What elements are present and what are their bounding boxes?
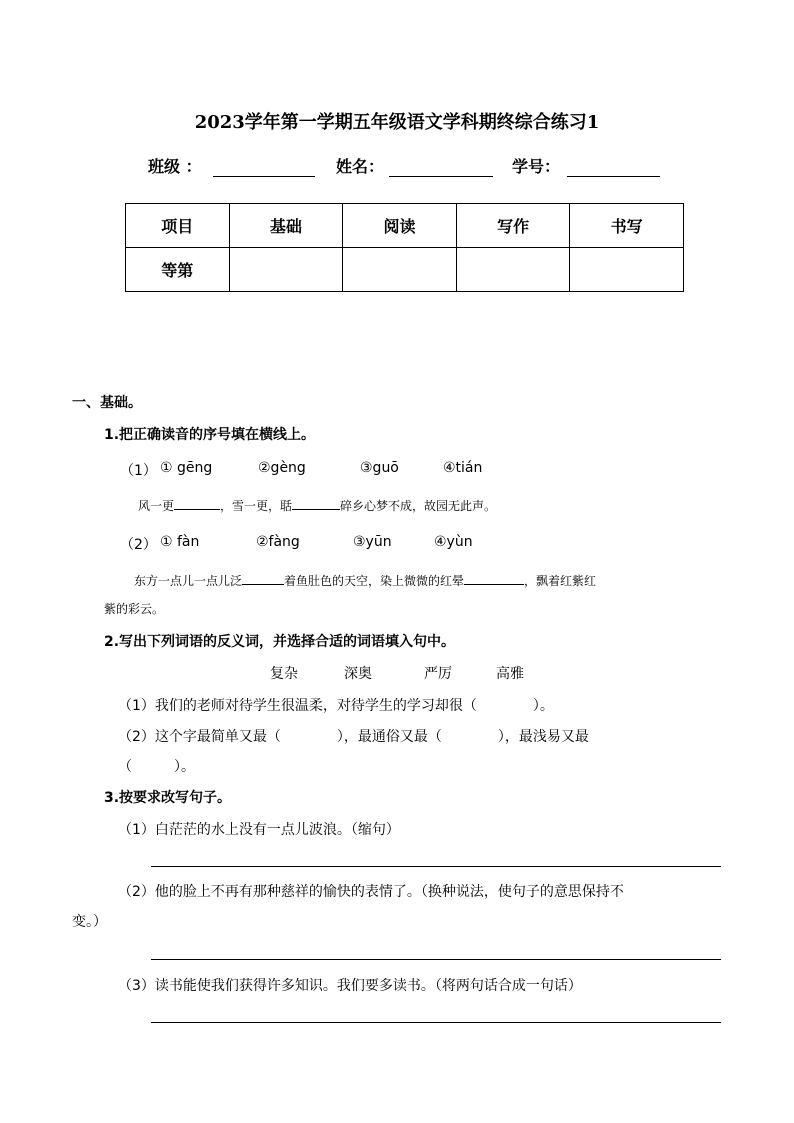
fill-blank[interactable] [464,572,524,585]
q1-part2-option: ③yūn [353,534,392,550]
page-title: 2023学年第一学期五年级语文学科期终综合练习1 [194,112,600,133]
q1-part1-sentence [138,497,496,514]
sentence-text: 着鱼肚色的天空，染上微微的红晕 [284,574,465,588]
student-id-label: 学号： [512,157,561,176]
q1-part2-sentence [134,572,596,589]
q1-part1-option: ③guō [360,460,399,476]
header-cell-item: 项目 [126,204,230,248]
word-option: 高雅 [496,666,524,682]
q1-heading: 1.把正确读音的序号填在横线上。 [104,427,316,443]
q1-part2-number: （2） [120,537,157,553]
q1-part2-option: ④yùn [434,534,473,550]
sentence-text: 碎乡心梦不成，故园无此声。 [340,499,497,513]
header-cell-writing: 写作 [456,204,570,248]
q2-sentence-2-continued: （ ）。 [118,759,195,775]
q3-sentence-2-continued: 变。） [72,914,107,930]
header-cell-handwriting: 书写 [570,204,684,248]
class-blank[interactable] [213,176,315,177]
grade-cell-reading[interactable] [343,248,457,292]
fill-blank[interactable] [174,497,220,510]
q2-sentence-1: （1）我们的老师对待学生很温柔，对待学生的学习却很（ ）。 [118,698,554,714]
q1-part2-sentence-continued: 紫的彩云。 [104,602,165,616]
q2-sentence-2: （2）这个字最简单又最（ ），最通俗又最（ ），最浅易又最 [118,729,589,745]
sentence-text: 东方一点儿一点儿泛 [134,574,243,588]
name-blank[interactable] [389,176,493,177]
section-heading-basics: 一、基础。 [72,395,142,411]
q3-sentence-1: （1）白茫茫的水上没有一点儿波浪。（缩句） [118,822,400,838]
q3-heading: 3.按要求改写句子。 [104,790,232,806]
q1-part2-option: ②fàng [256,534,300,550]
header-cell-reading: 阅读 [343,204,457,248]
q2-heading: 2.写出下列词语的反义词，并选择合适的词语填入句中。 [104,634,456,650]
sentence-text: ，雪一更，聒 [220,499,293,513]
word-option: 复杂 [270,666,298,682]
grade-cell-writing[interactable] [456,248,570,292]
sentence-text: ，飘着红紫红 [524,574,597,588]
q3-sentence-2: （2）他的脸上不再有那种慈祥的愉快的表情了。（换种说法，使句子的意思保持不 [118,884,624,900]
answer-line-1[interactable] [151,866,721,867]
q1-part1-number: （1） [120,463,157,479]
name-label: 姓名： [336,157,385,176]
score-table-header-row [126,204,684,248]
score-table [125,203,684,292]
word-option: 深奥 [344,666,372,682]
q1-part2-option: ① fàn [160,534,200,550]
answer-line-2[interactable] [151,959,721,960]
student-id-blank[interactable] [567,176,660,177]
header-cell-basics: 基础 [229,204,343,248]
answer-line-3[interactable] [151,1022,721,1023]
sentence-text: 风一更 [138,499,175,513]
fill-blank[interactable] [242,572,284,585]
fill-blank[interactable] [292,497,340,510]
score-table-grade-row [126,248,684,292]
grade-cell-handwriting[interactable] [570,248,684,292]
grade-cell-basics[interactable] [229,248,343,292]
class-label: 班级 ： [148,157,202,176]
word-option: 严厉 [424,666,452,682]
q1-part1-option: ④tián [443,460,483,476]
q1-part1-option: ① gēng [160,460,213,476]
q1-part1-option: ②gèng [258,460,306,476]
grade-row-label: 等第 [126,248,230,292]
q3-sentence-3: （3）读书能使我们获得许多知识。我们要多读书。（将两句话合成一句话） [118,978,582,994]
